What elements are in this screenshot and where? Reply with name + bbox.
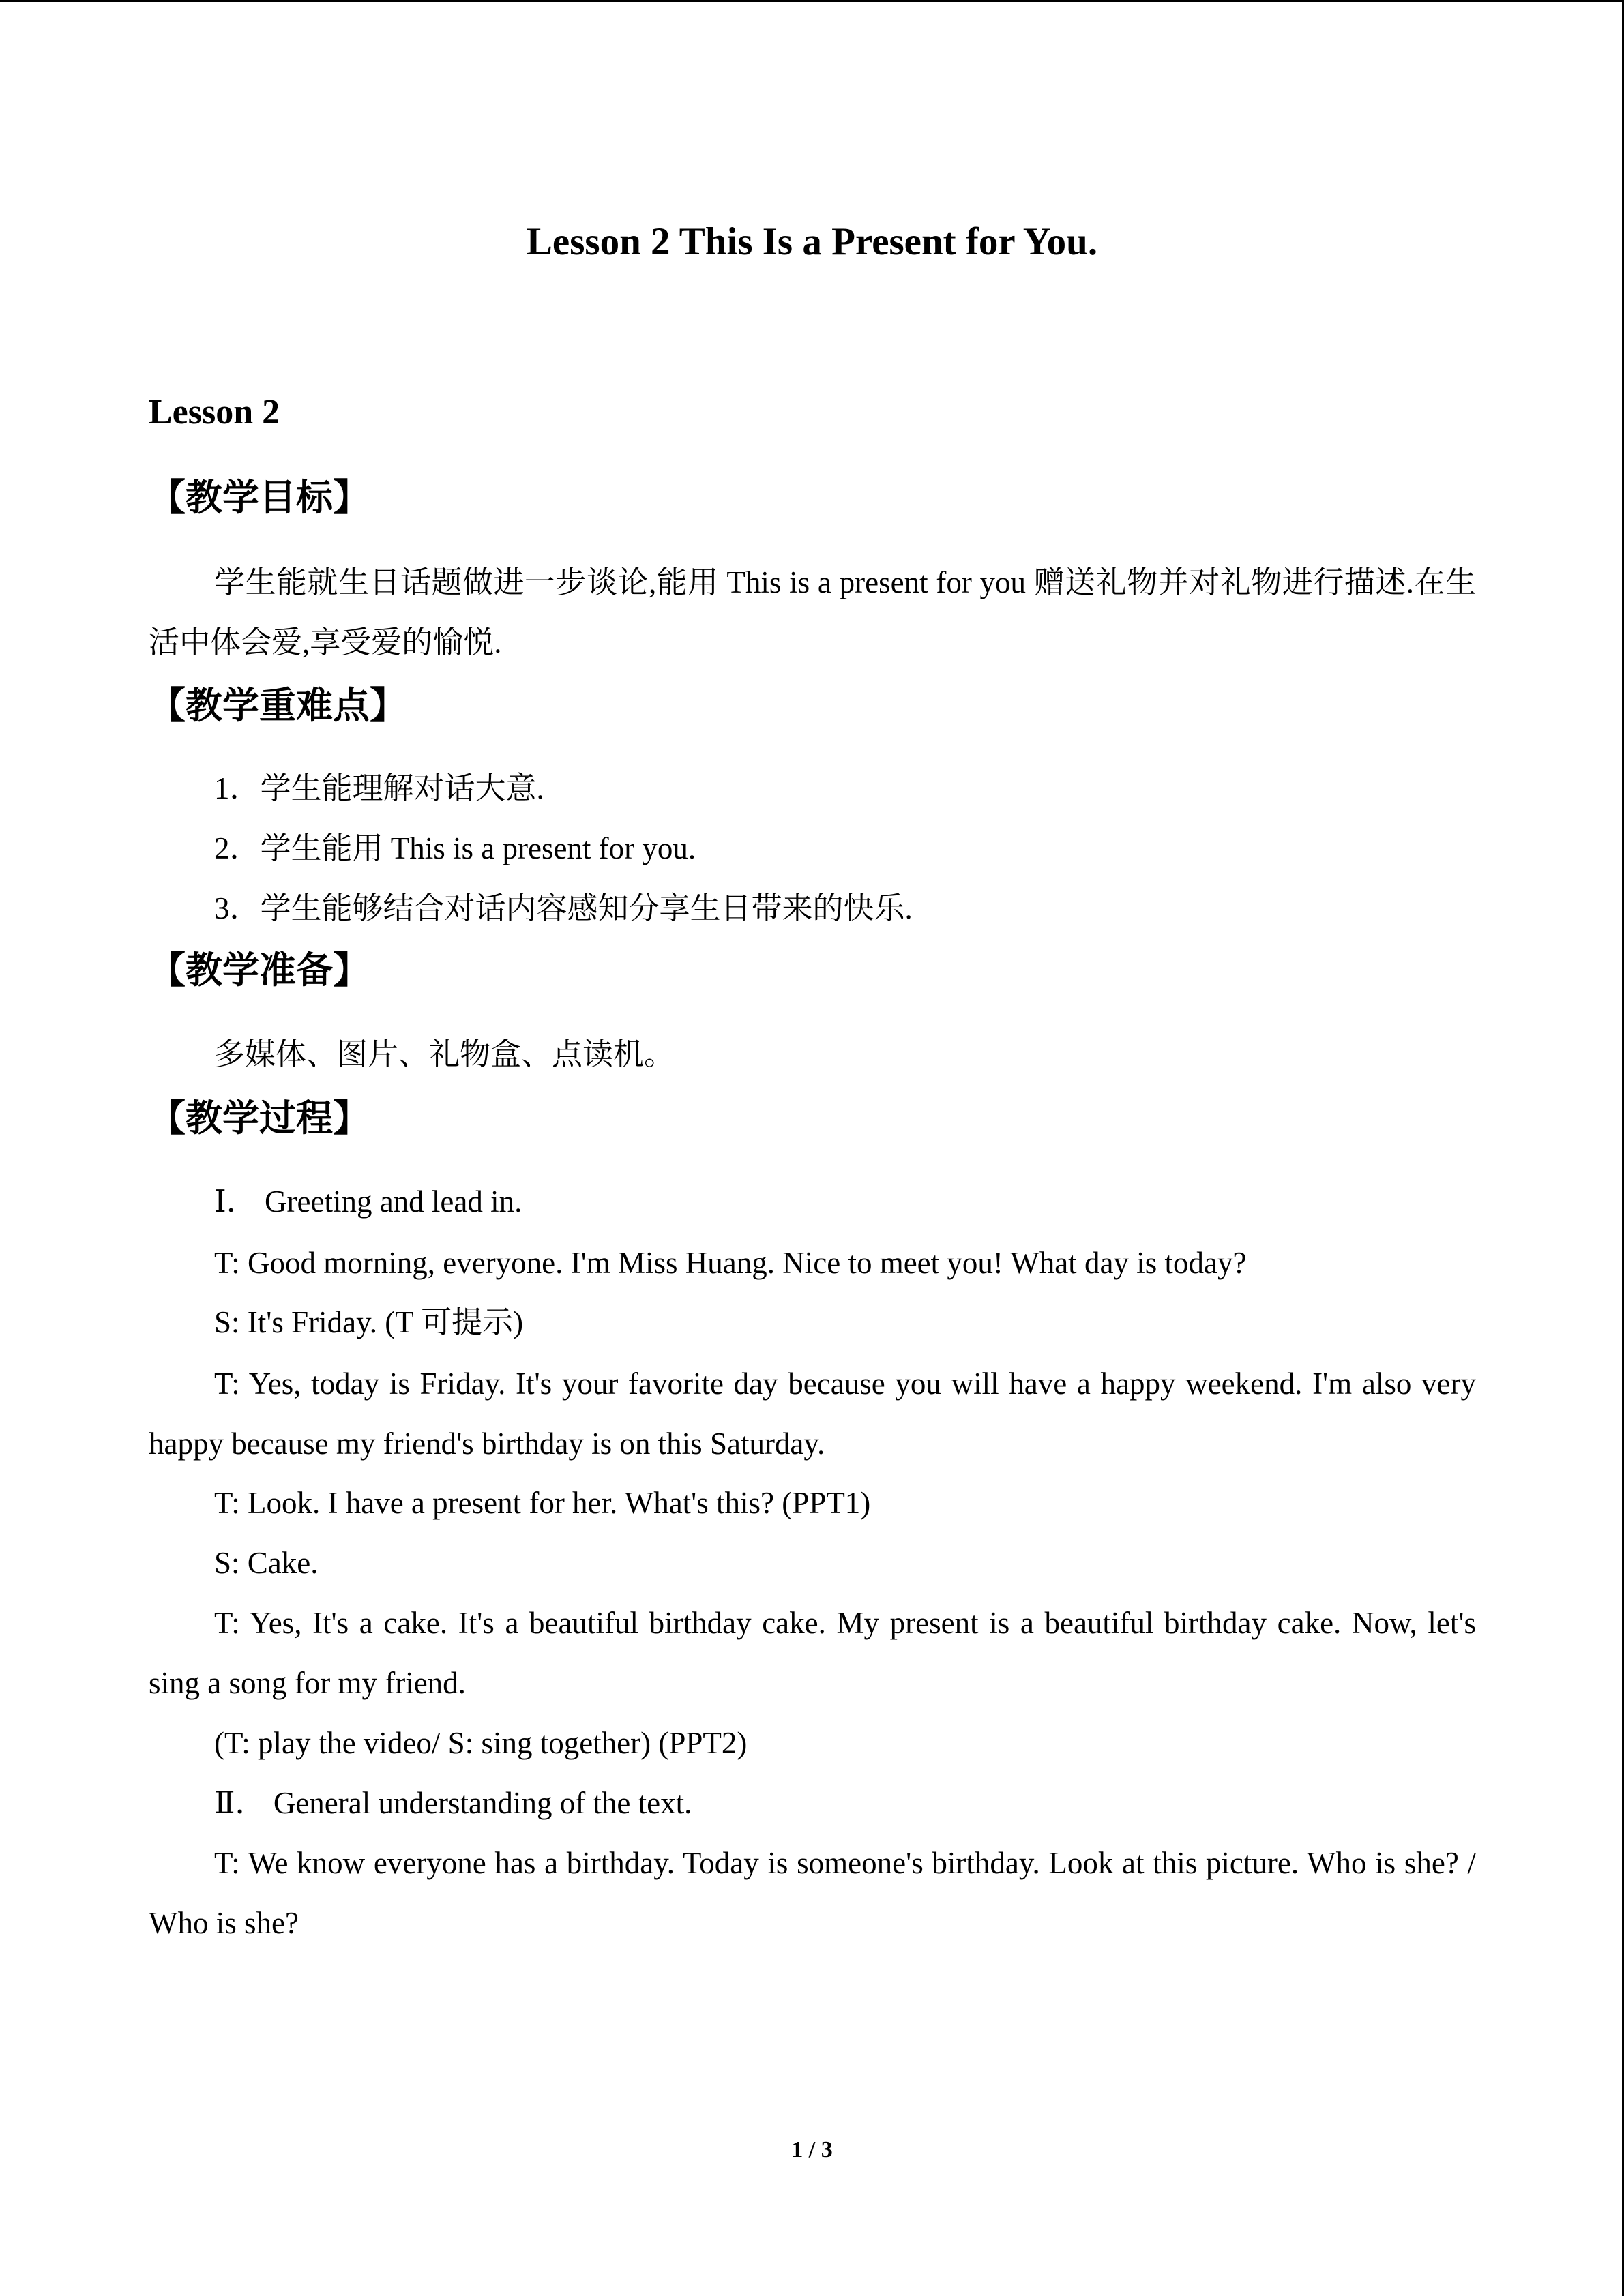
section-heading-process: 【教学过程】 xyxy=(149,1097,370,1139)
process-line-6: T: Yes, It's a cake. It's a beautiful birthday cake. My present is a beautiful birthday cake. Now, let's sing a song for my friend. xyxy=(149,1606,1476,1700)
key-point-item-1: 1．学生能理解对话大意. xyxy=(214,771,544,805)
process-line-2: S: It's Friday. (T 可提示) xyxy=(214,1305,524,1339)
process-line-1: T: Good morning, everyone. I'm Miss Huang. Nice to meet you! What day is today? xyxy=(214,1246,1247,1280)
process-line-7: (T: play the video/ S: sing together) (PPT2) xyxy=(214,1726,748,1760)
process-line-4: T: Look. I have a present for her. What's this? (PPT1) xyxy=(214,1486,871,1520)
page-number: 1 / 3 xyxy=(791,2137,833,2162)
document-title: Lesson 2 This Is a Present for You. xyxy=(526,220,1098,263)
key-point-item-3: 3．学生能够结合对话内容感知分享生日带来的快乐. xyxy=(214,891,913,925)
lesson-label: Lesson 2 xyxy=(149,393,280,432)
key-point-item-2: 2．学生能用 This is a present for you. xyxy=(214,831,696,865)
process-line-5: S: Cake. xyxy=(214,1546,319,1580)
preparation-text: 多媒体、图片、礼物盒、点读机。 xyxy=(214,1037,675,1071)
objectives-paragraph: 学生能就生日话题做进一步谈论,能用 This is a present for you 赠送礼物并对礼物进行描述.在生活中体会爱,享受爱的愉悦. xyxy=(149,565,1476,659)
section-heading-preparation: 【教学准备】 xyxy=(149,949,370,992)
section-heading-objectives: 【教学目标】 xyxy=(149,476,370,519)
section-heading-key-points: 【教学重难点】 xyxy=(149,684,407,727)
process-step-2: Ⅱ． General understanding of the text. xyxy=(214,1786,692,1820)
process-line-3: T: Yes, today is Friday. It's your favorite day because you will have a happy weekend. I'm also very happy because my friend's birthday is on this Saturday. xyxy=(149,1367,1476,1461)
page-border-top xyxy=(0,0,1624,2)
process-step-1: Ⅰ． Greeting and lead in. xyxy=(214,1184,522,1219)
process-line-8: T: We know everyone has a birthday. Today is someone's birthday. Look at this picture. Who is she? / Who is she? xyxy=(149,1846,1476,1940)
